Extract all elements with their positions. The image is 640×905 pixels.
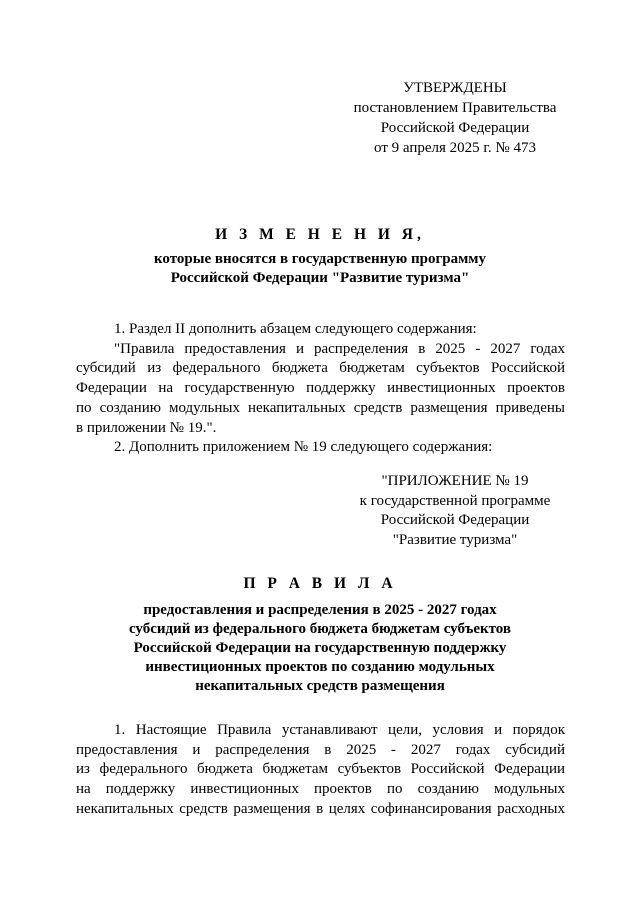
rules-subtitle	[80, 601, 560, 696]
item-1-quote-line: в приложении № 19.".	[76, 419, 217, 436]
rules-body	[76, 721, 565, 820]
rules-paragraph-line: 1. Настоящие Правила устанавливают цели, условия и порядок	[114, 722, 565, 738]
subtitle-line: некапитальных средств размещения	[195, 678, 445, 694]
item-2-intro: 2. Дополнить приложением № 19 следующего содержания:	[114, 439, 493, 456]
annex-header	[340, 472, 570, 550]
item-1-quote-line: субсидий из федерального бюджета бюджетам субъектов Российской	[76, 360, 565, 377]
annex-line: к государственной программе	[359, 492, 551, 509]
subtitle-line: субсидий из федерального бюджета бюджетам субъектов	[128, 621, 512, 637]
approval-block	[330, 78, 580, 158]
item-1-intro: 1. Раздел II дополнить абзацем следующего содержания:	[114, 321, 477, 337]
approval-date: от 9 апреля 2025 г. № 473	[374, 140, 536, 156]
subtitle-line: которые вносятся в государственную программу	[153, 251, 487, 267]
rules-paragraph-line: некапитальных средств размещения в целях софинансирования расходных	[76, 800, 565, 817]
changes-body	[76, 320, 565, 458]
rules-paragraph-line: предоставления и распределения в 2025 - 2027 годах субсидий	[76, 741, 565, 758]
rules-title: П Р А В И Л А	[243, 575, 397, 592]
subtitle-line: предоставления и распределения в 2025 - 2027 годах	[143, 602, 497, 618]
item-1-quote-line: по созданию модульных некапитальных средств размещения приведены	[76, 399, 565, 416]
rules-paragraph-line: на поддержку инвестиционных проектов по созданию модульных	[76, 781, 565, 798]
approval-line: постановлением Правительства	[353, 100, 557, 116]
item-1-quote-line: Федерации на государственную поддержку инвестиционных проектов	[76, 380, 565, 397]
subtitle-line: инвестиционных проектов по созданию модульных	[145, 659, 495, 675]
subtitle-line: Российской Федерации "Развитие туризма"	[170, 270, 470, 286]
rules-paragraph-line: из федерального бюджета бюджетам субъектов Российской Федерации	[76, 761, 565, 778]
changes-title: И З М Е Н Е Н И Я,	[215, 226, 425, 243]
annex-line: "ПРИЛОЖЕНИЕ № 19	[381, 473, 529, 489]
approval-line: Российской Федерации	[380, 120, 530, 136]
changes-subtitle	[80, 250, 560, 288]
approval-heading: УТВЕРЖДЕНЫ	[403, 80, 507, 96]
subtitle-line: Российской Федерации на государственную поддержку	[133, 640, 507, 656]
item-1-quote-line: "Правила предоставления и распределения в 2025 - 2027 годах	[114, 340, 565, 357]
annex-line: "Развитие туризма"	[392, 531, 518, 548]
annex-line: Российской Федерации	[380, 512, 530, 528]
